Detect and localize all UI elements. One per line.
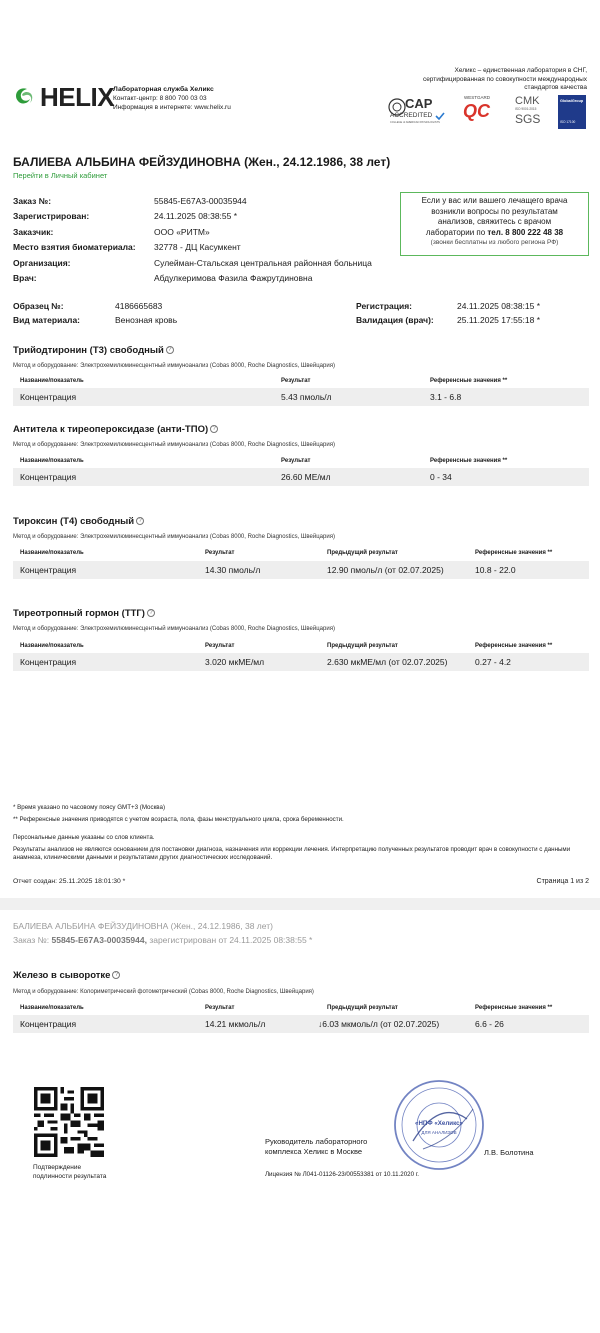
signer-name: Л.В. Болотина bbox=[484, 1148, 534, 1157]
row-ref: 3.1 - 6.8 bbox=[430, 392, 462, 402]
order-key: Место взятия биоматериала: bbox=[13, 242, 136, 253]
row-prev: 12.90 пмоль/л (от 02.07.2025) bbox=[327, 565, 444, 575]
iso-text: ISO 9001:2015 bbox=[515, 107, 537, 111]
test-title-text: Трийодтиронин (Т3) свободный bbox=[13, 345, 164, 356]
test-title-tsh bbox=[13, 608, 155, 619]
col-result: Результат bbox=[205, 643, 235, 649]
stamp-center: «НПФ «Хеликс» bbox=[415, 1120, 463, 1127]
col-result: Результат bbox=[205, 550, 235, 556]
registration-label: Регистрация: bbox=[356, 301, 413, 311]
material-value: Венозная кровь bbox=[115, 315, 178, 325]
col-ref: Референсные значения ** bbox=[475, 1005, 553, 1011]
iso-badge-text: ISO 17100 bbox=[560, 120, 576, 124]
col-name: Название/показатель bbox=[20, 378, 84, 384]
row-result: 26.60 МЕ/мл bbox=[281, 472, 331, 482]
westgard-qc-badge bbox=[463, 95, 499, 129]
page2-patient: БАЛИЕВА АЛЬБИНА ФЕЙЗУДИНОВНА (Жен., 24.12.1986, 38 лет) bbox=[13, 921, 273, 931]
test-method: Метод и оборудование: Электрохемилюминесцентный иммуноанализ (Cobas 8000, Roche Diagnostics, Швейцария) bbox=[13, 442, 335, 448]
order-row bbox=[13, 240, 372, 256]
cap-sub: ACCREDITED bbox=[390, 112, 433, 119]
row-result: 14.21 мкмоль/л bbox=[205, 1019, 266, 1029]
page2-order-suffix: зарегистрирован от 24.11.2025 08:38:55 * bbox=[146, 935, 313, 945]
col-name: Название/показатель bbox=[20, 550, 84, 556]
table-row bbox=[13, 468, 589, 486]
cap-tiny: COLLEGE of AMERICAN PATHOLOGISTS bbox=[390, 121, 440, 124]
order-row bbox=[13, 209, 372, 225]
personal-cabinet-link[interactable]: Перейти в Личный кабинет bbox=[13, 171, 108, 180]
stamp-sub: ДЛЯ АНАЛИЗОВ bbox=[421, 1130, 457, 1135]
test-title-t3 bbox=[13, 345, 174, 356]
test-title-text: Тиреотропный гормон (ТТГ) bbox=[13, 608, 145, 619]
sample-left bbox=[13, 301, 177, 329]
cap-accredited-badge bbox=[388, 95, 450, 129]
test-title-text: Железо в сыворотке bbox=[13, 970, 111, 981]
test-method: Метод и оборудование: Электрохемилюминесцентный иммуноанализ (Cobas 8000, Roche Diagnostics, Швейцария) bbox=[13, 626, 335, 632]
cmk-sgs-badge bbox=[514, 95, 546, 129]
row-ref: 0.27 - 4.2 bbox=[475, 657, 511, 667]
sample-right bbox=[356, 301, 540, 329]
col-prev: Предыдущий результат bbox=[327, 1005, 398, 1011]
order-value: 55845-E67A3-00035944 bbox=[154, 195, 247, 206]
help-icon[interactable]: ? bbox=[147, 609, 155, 617]
test-method: Метод и оборудование: Электрохемилюминесцентный иммуноанализ (Cobas 8000, Roche Diagnostics, Швейцария) bbox=[13, 363, 335, 369]
lab-head-title bbox=[265, 1137, 367, 1157]
footnote-personal: Персональные данные указаны со слов клиента. bbox=[13, 834, 155, 841]
order-row bbox=[13, 255, 372, 271]
global-text: GlobalGroup bbox=[560, 99, 584, 103]
help-icon[interactable]: ? bbox=[112, 971, 120, 979]
cap-text: CAP bbox=[405, 96, 433, 111]
row-name: Концентрация bbox=[20, 565, 77, 575]
helix-logo-text: HELIX bbox=[40, 82, 115, 112]
validation-value: 25.11.2025 17:55:18 * bbox=[457, 315, 541, 325]
order-value: 32778 - ДЦ Касумкент bbox=[154, 242, 241, 253]
col-name: Название/показатель bbox=[20, 458, 84, 464]
tagline bbox=[367, 67, 587, 93]
table-row bbox=[13, 653, 589, 671]
tagline-line: стандартов качества bbox=[524, 84, 587, 91]
row-ref: 6.6 - 26 bbox=[475, 1019, 504, 1029]
lab-head-line: комплекса Хеликс в Москве bbox=[265, 1147, 363, 1156]
contact-line: возникли вопросы по результатам bbox=[431, 206, 558, 216]
footnote-time: * Время указано по часовому поясу GMT+3 (Москва) bbox=[13, 804, 166, 811]
col-result: Результат bbox=[205, 1005, 235, 1011]
contact-prefix: лаборатории по bbox=[425, 227, 488, 237]
col-ref: Референсные значения ** bbox=[475, 550, 553, 556]
qc-text: QC bbox=[463, 101, 490, 121]
footnote-ref: ** Референсные значения приводятся с учетом возраста, пола, фазы менструального цикла, срока беременности. bbox=[13, 816, 344, 823]
col-name: Название/показатель bbox=[20, 643, 84, 649]
order-row bbox=[13, 271, 372, 287]
order-key: Заказ №: bbox=[13, 195, 52, 206]
row-result: 14.30 пмоль/л bbox=[205, 565, 261, 575]
check-icon bbox=[435, 112, 445, 120]
row-name: Концентрация bbox=[20, 392, 77, 402]
page2-order-prefix: Заказ №: bbox=[13, 935, 52, 945]
page-number: Страница 1 из 2 bbox=[536, 878, 589, 885]
cmk-text: CMK bbox=[515, 95, 540, 107]
contact-center: Контакт-центр: 8 800 700 03 03 bbox=[113, 95, 207, 102]
page-separator bbox=[0, 898, 600, 910]
col-prev: Предыдущий результат bbox=[327, 550, 398, 556]
lab-name: Лабораторная служба Хеликс bbox=[113, 86, 214, 93]
westgard-text: WESTGARD bbox=[464, 95, 491, 100]
lab-head-line: Руководитель лабораторного bbox=[265, 1137, 368, 1146]
test-method: Метод и оборудование: Электрохемилюминесцентный иммуноанализ (Cobas 8000, Roche Diagnostics, Швейцария) bbox=[13, 534, 335, 540]
order-row bbox=[13, 224, 372, 240]
qr-caption-line: Подтверждение bbox=[33, 1164, 82, 1171]
col-result: Результат bbox=[281, 378, 311, 384]
order-details bbox=[13, 193, 372, 286]
validation-label: Валидация (врач): bbox=[356, 315, 434, 325]
sample-label: Образец №: bbox=[13, 301, 64, 311]
test-title-anti-tpo bbox=[13, 424, 218, 435]
test-title-text: Тироксин (Т4) свободный bbox=[13, 516, 135, 527]
registration-value: 24.11.2025 08:38:15 * bbox=[457, 301, 541, 311]
help-icon[interactable]: ? bbox=[210, 425, 218, 433]
row-result: 5.43 пмоль/л bbox=[281, 392, 332, 402]
contact-doctor-box bbox=[400, 192, 589, 256]
table-row bbox=[13, 561, 589, 579]
contact-note: (звонки бесплатны из любого региона РФ) bbox=[430, 239, 559, 246]
order-key: Врач: bbox=[13, 273, 37, 284]
table-row bbox=[13, 388, 589, 406]
row-name: Концентрация bbox=[20, 472, 77, 482]
col-ref: Референсные значения ** bbox=[475, 643, 553, 649]
internet-info: Информация в интернете: www.helix.ru bbox=[113, 104, 231, 111]
help-icon[interactable]: ? bbox=[166, 346, 174, 354]
order-value: 24.11.2025 08:38:55 * bbox=[154, 211, 238, 222]
col-prev: Предыдущий результат bbox=[327, 643, 398, 649]
order-row bbox=[13, 193, 372, 209]
row-prev: 2.630 мкМЕ/мл (от 02.07.2025) bbox=[327, 657, 448, 667]
globalgroup-badge bbox=[558, 95, 586, 129]
helix-logo-icon bbox=[13, 84, 37, 108]
footnote-disclaimer: Результаты анализов не являются основанием для постановки диагноза, назначения или коррекции лечения. Интерпретацию полученных результатов проводит врач в совокупности с данными анамнеза, клиническими данными и результатами других диагностических исследований. bbox=[13, 846, 571, 861]
row-ref: 0 - 34 bbox=[430, 472, 452, 482]
order-value: Сулейман-Стальская центральная районная больница bbox=[154, 257, 372, 268]
order-key: Зарегистрирован: bbox=[13, 211, 90, 222]
certificates bbox=[388, 95, 588, 131]
report-created: Отчет создан: 25.11.2025 18:01:30 * bbox=[13, 878, 126, 885]
order-key: Организация: bbox=[13, 257, 71, 268]
contact-line: анализов, свяжитесь с врачом bbox=[437, 217, 552, 226]
sample-value: 4186665683 bbox=[115, 301, 163, 311]
tagline-line: сертифицированная по совокупности международных bbox=[422, 75, 587, 83]
license-text: Лицензия № Л041-01126-23/00553381 от 10.11.2020 г. bbox=[265, 1171, 419, 1178]
test-title-t4 bbox=[13, 516, 144, 527]
material-label: Вид материала: bbox=[13, 315, 81, 325]
qr-code-icon[interactable] bbox=[34, 1087, 104, 1157]
page2-order-no: 55845-E67A3-00035944, bbox=[51, 935, 147, 945]
contact-line bbox=[401, 228, 588, 239]
test-method: Метод и оборудование: Колориметрический фотометрический (Cobas 8000, Roche Diagnostics, Швейцария) bbox=[13, 989, 314, 995]
contact-phone[interactable]: тел. 8 800 222 48 38 bbox=[487, 227, 564, 237]
row-ref: 10.8 - 22.0 bbox=[475, 565, 516, 575]
table-row bbox=[13, 1015, 589, 1033]
row-prev: ↓6.03 мкмоль/л (от 02.07.2025) bbox=[318, 1019, 440, 1029]
tagline-line: Хеликс – единственная лаборатория в СНГ, bbox=[454, 67, 587, 74]
row-result: 3.020 мкМЕ/мл bbox=[205, 657, 265, 667]
page2-order bbox=[13, 935, 312, 945]
test-title-text: Антитела к тиреопероксидазе (анти-ТПО) bbox=[13, 424, 209, 435]
test-title-iron bbox=[13, 970, 120, 981]
col-ref: Референсные значения ** bbox=[430, 378, 508, 384]
order-key: Заказчик: bbox=[13, 226, 54, 237]
sgs-text: SGS bbox=[515, 112, 541, 126]
col-result: Результат bbox=[281, 458, 311, 464]
col-name: Название/показатель bbox=[20, 1005, 84, 1011]
patient-name: БАЛИЕВА АЛЬБИНА ФЕЙЗУДИНОВНА (Жен., 24.12.1986, 38 лет) bbox=[13, 155, 391, 169]
order-value: ООО «РИТМ» bbox=[154, 226, 210, 237]
order-value: Абдулкеримова Фазила Фажрутдиновна bbox=[154, 273, 313, 284]
contact-line: Если у вас или вашего лечащего врача bbox=[421, 196, 568, 205]
row-name: Концентрация bbox=[20, 657, 77, 667]
lab-info bbox=[113, 85, 231, 112]
help-icon[interactable]: ? bbox=[136, 517, 144, 525]
col-ref: Референсные значения ** bbox=[430, 458, 508, 464]
qr-caption-line: подлинности результата bbox=[33, 1173, 107, 1180]
row-name: Концентрация bbox=[20, 1019, 77, 1029]
qr-caption bbox=[33, 1163, 106, 1181]
